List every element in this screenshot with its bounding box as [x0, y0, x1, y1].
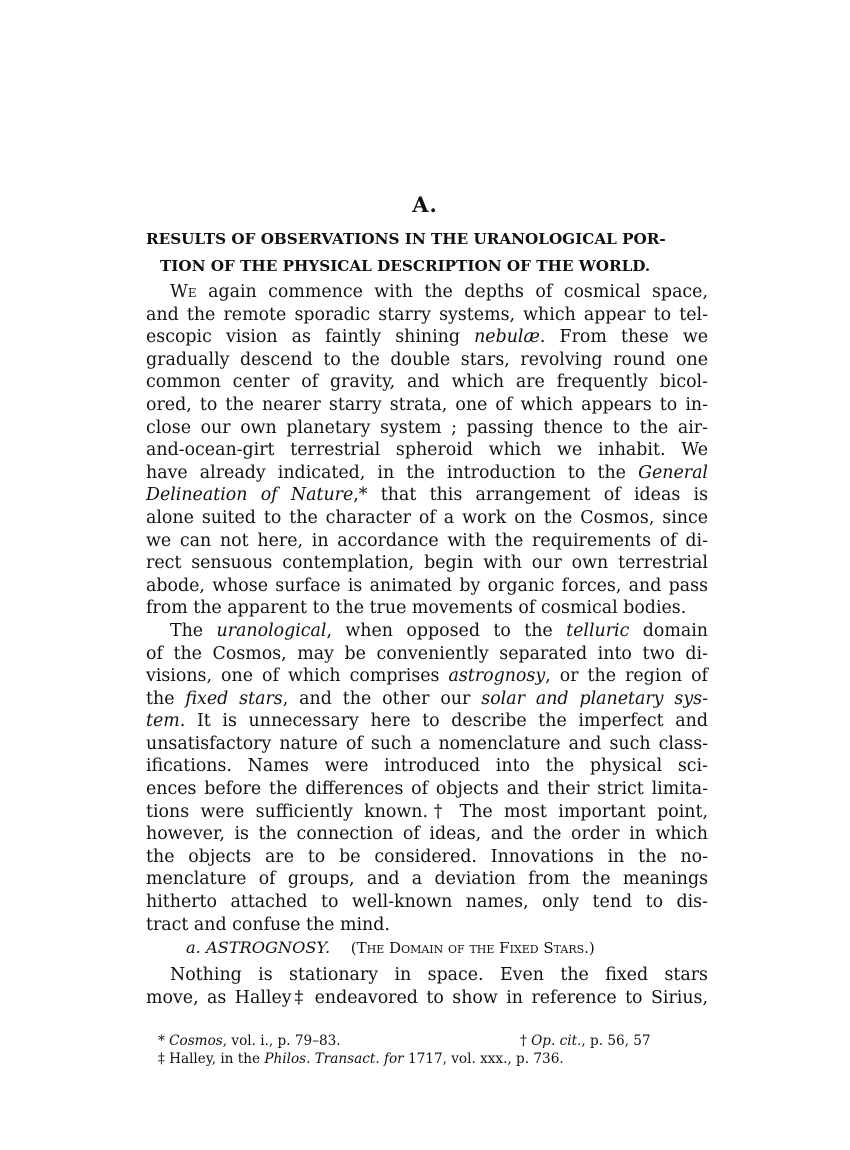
chapter-heading — [146, 226, 706, 280]
text-line: and-ocean-girt terrestrial spheroid which we inhabit. We — [146, 440, 708, 461]
footnotes — [158, 1032, 694, 1068]
text-line: hitherto attached to well-known names, only tend to dis- — [146, 892, 708, 913]
text-line: ences before the differences of objects and their strict limita- — [146, 779, 708, 800]
subsection-parenthetical: (The Domain of the Fixed Stars.) — [350, 939, 595, 957]
text-line: the objects are to be considered. Innovations in the no- — [146, 846, 708, 867]
text-line: and the remote sporadic starry systems, which appear to tel- — [146, 304, 708, 325]
text-line: close our own planetary system ; passing thence to the air- — [146, 417, 708, 438]
text-line: have already indicated, in the introduction to the General — [146, 462, 708, 483]
text-line: common center of gravity, and which are frequently bicol- — [146, 372, 708, 393]
text-line: We again commence with the depths of cosmical space, — [170, 282, 708, 302]
main-text — [146, 281, 708, 936]
footnote-star: * Cosmos, vol. i., p. 79–83. — [158, 1033, 341, 1049]
text-line: rect sensuous contemplation, begin with our own terrestrial — [146, 553, 708, 574]
subsection-label: a. ASTROGNOSY. — [186, 938, 331, 957]
text-line: ifications. Names were introduced into the physical sci- — [146, 756, 708, 777]
paragraph-2 — [146, 620, 708, 936]
text-line: we can not here, in accordance with the requirements of di- — [146, 530, 708, 551]
text-line: escopic vision as faintly shining nebulæ. From these we — [146, 327, 708, 348]
text-line: ored, to the nearer starry strata, one of which appears to in- — [146, 394, 708, 415]
text-line: Delineation of Nature,* that this arrangement of ideas is — [146, 485, 709, 506]
text-line: tract and confuse the mind. — [146, 914, 390, 935]
text-line: from the apparent to the true movements of cosmical bodies. — [146, 598, 687, 619]
text-line: tions were sufficiently known.† The most important point, — [146, 801, 708, 822]
text-line: however, is the connection of ideas, and the order in which — [146, 824, 708, 845]
text-line: of the Cosmos, may be conveniently separated into two di- — [146, 643, 708, 664]
text-line: menclature of groups, and a deviation from the meanings — [146, 869, 708, 890]
subsection-heading — [186, 938, 706, 957]
text-line: move, as Halley‡ endeavored to show in reference to Sirius, — [146, 987, 708, 1008]
paragraph-1 — [146, 281, 708, 620]
footnote-double-dagger: ‡ Halley, in the Philos. Transact. for 1717, vol. xxx., p. 736. — [158, 1051, 564, 1067]
paragraph-3 — [146, 964, 708, 1009]
text-line: unsatisfactory nature of such a nomenclature and such class- — [146, 733, 708, 754]
heading-line-2: TION OF THE PHYSICAL DESCRIPTION OF THE WORLD. — [160, 257, 651, 275]
text-line: visions, one of which comprises astrognosy, or the region of — [146, 666, 708, 687]
footnote-row — [158, 1050, 694, 1068]
text-line: Nothing is stationary in space. Even the fixed stars — [170, 965, 708, 985]
section-letter: A. — [412, 192, 438, 217]
text-line: The uranological, when opposed to the telluric domain — [170, 620, 708, 641]
text-line: abode, whose surface is animated by organic forces, and pass — [146, 575, 708, 596]
text-line: tem. It is unnecessary here to describe the imperfect and — [146, 711, 708, 732]
footnote-row — [158, 1032, 694, 1050]
heading-line-1: RESULTS OF OBSERVATIONS IN THE URANOLOGICAL POR- — [146, 230, 666, 248]
text-line: the fixed stars, and the other our solar and planetary sys- — [146, 688, 708, 709]
footnote-dagger: † Op. cit., p. 56, 57 — [520, 1033, 651, 1049]
text-line: alone suited to the character of a work on the Cosmos, since — [146, 507, 708, 528]
text-line: gradually descend to the double stars, revolving round one — [146, 349, 708, 370]
